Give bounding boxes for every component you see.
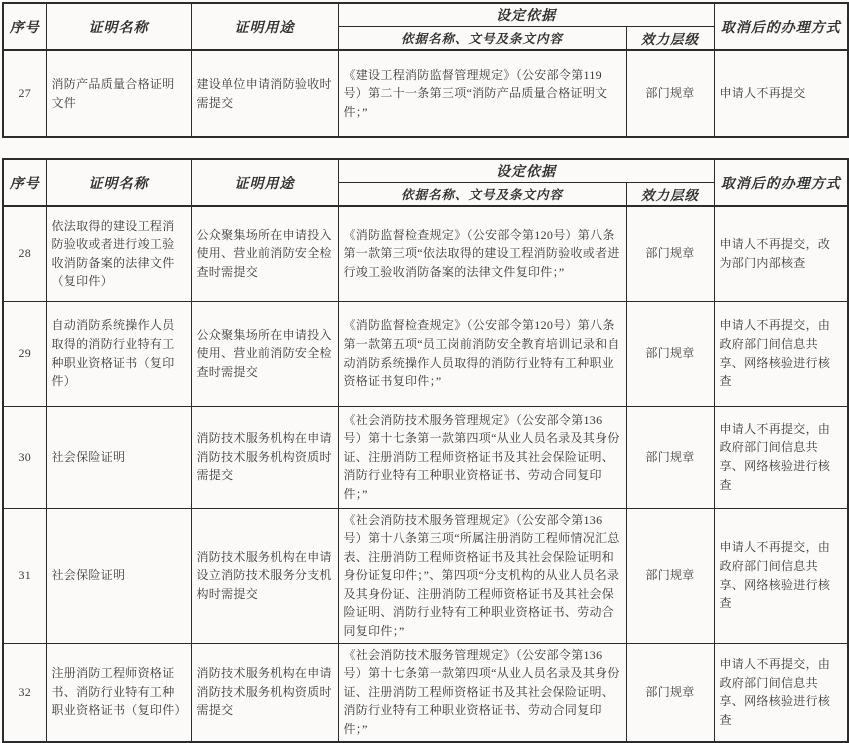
cell-serial-number: 28 — [3, 206, 46, 301]
cell-handling-method: 申请人不再提交，由政府部门间信息共享、网络核验进行核查 — [714, 643, 848, 741]
cell-certificate-name: 注册消防工程师资格证书、消防行业特有工种职业资格证书（复印件） — [46, 643, 191, 741]
cell-certificate-purpose: 建设单位申请消防验收时需提交 — [191, 50, 338, 137]
cancelled-certificates-table-2 — [2, 158, 849, 743]
cell-serial-number: 31 — [3, 508, 46, 643]
header-certificate-name: 证明名称 — [46, 159, 191, 206]
cell-basis-detail: 《社会消防技术服务管理规定》（公安部令第136号）第十七条第一款第四项“从业人员名录及其身份证、注册消防工程师资格证书及其社会保险证明、消防行业特有工种职业资格证书、劳动合同复印件；” — [338, 406, 626, 508]
cell-certificate-purpose: 消防技术服务机构在申请消防技术服务机构资质时需提交 — [191, 643, 338, 741]
cell-handling-method: 申请人不再提交，改为部门内部核查 — [714, 206, 848, 301]
cell-serial-number: 30 — [3, 406, 46, 508]
cell-effectiveness-level: 部门规章 — [626, 406, 714, 508]
header-row-main — [3, 3, 848, 27]
cell-serial-number: 29 — [3, 301, 46, 406]
header-serial-number: 序号 — [3, 159, 46, 206]
cell-basis-detail: 《建设工程消防监督管理规定》（公安部令第119号）第二十一条第三项“消防产品质量合格证明文件；” — [338, 50, 626, 137]
cancelled-certificates-table-1 — [2, 2, 849, 138]
cell-handling-method: 申请人不再提交，由政府部门间信息共享、网络核验进行核查 — [714, 508, 848, 643]
cell-certificate-name: 依法取得的建设工程消防验收或者进行竣工验收消防备案的法律文件（复印件） — [46, 206, 191, 301]
table-row — [3, 508, 848, 643]
cell-effectiveness-level: 部门规章 — [626, 643, 714, 741]
header-serial-number: 序号 — [3, 3, 46, 50]
cell-basis-detail: 《消防监督检查规定》（公安部令第120号）第八条第一款第三项“依法取得的建设工程消防验收或者进行竣工验收消防备案的法律文件复印件；” — [338, 206, 626, 301]
cell-effectiveness-level: 部门规章 — [626, 50, 714, 137]
table-row — [3, 301, 848, 406]
header-effectiveness-level: 效力层级 — [626, 183, 714, 207]
table-row — [3, 643, 848, 741]
table-header — [3, 159, 848, 206]
header-certificate-purpose: 证明用途 — [191, 159, 338, 206]
table-body — [3, 50, 848, 137]
header-basis-detail: 依据名称、文号及条文内容 — [338, 27, 626, 51]
cell-basis-detail: 《消防监督检查规定》（公安部令第120号）第八条第一款第五项“员工岗前消防安全教育培训记录和自动消防系统操作人员取得的消防行业特有工种职业资格证书复印件；” — [338, 301, 626, 406]
table-row — [3, 50, 848, 137]
header-setting-basis-group: 设定依据 — [338, 159, 714, 183]
cell-effectiveness-level: 部门规章 — [626, 508, 714, 643]
cell-basis-detail: 《社会消防技术服务管理规定》（公安部令第136号）第十七条第一款第四项“从业人员名录及其身份证、注册消防工程师资格证书及其社会保险证明、消防行业特有工种职业资格证书、劳动合同复印件；” — [338, 643, 626, 741]
cell-effectiveness-level: 部门规章 — [626, 301, 714, 406]
cell-effectiveness-level: 部门规章 — [626, 206, 714, 301]
cell-certificate-purpose: 公众聚集场所在申请投入使用、营业前消防安全检查时需提交 — [191, 301, 338, 406]
cell-handling-method: 申请人不再提交，由政府部门间信息共享、网络核验进行核查 — [714, 406, 848, 508]
cell-certificate-name: 社会保险证明 — [46, 508, 191, 643]
header-certificate-purpose: 证明用途 — [191, 3, 338, 50]
header-row-main — [3, 159, 848, 183]
cell-certificate-purpose: 公众聚集场所在申请投入使用、营业前消防安全检查时需提交 — [191, 206, 338, 301]
cell-serial-number: 27 — [3, 50, 46, 137]
table-gap — [2, 138, 847, 158]
cell-certificate-name: 消防产品质量合格证明文件 — [46, 50, 191, 137]
cell-certificate-purpose: 消防技术服务机构在申请设立消防技术服务分支机构时需提交 — [191, 508, 338, 643]
header-setting-basis-group: 设定依据 — [338, 3, 714, 27]
header-basis-detail: 依据名称、文号及条文内容 — [338, 183, 626, 207]
cell-handling-method: 申请人不再提交，由政府部门间信息共享、网络核验进行核查 — [714, 301, 848, 406]
table-row — [3, 406, 848, 508]
cell-certificate-name: 社会保险证明 — [46, 406, 191, 508]
header-effectiveness-level: 效力层级 — [626, 27, 714, 51]
table-header — [3, 3, 848, 50]
cell-serial-number: 32 — [3, 643, 46, 741]
cell-handling-method: 申请人不再提交 — [714, 50, 848, 137]
header-handling-method: 取消后的办理方式 — [714, 3, 848, 50]
cell-certificate-purpose: 消防技术服务机构在申请消防技术服务机构资质时需提交 — [191, 406, 338, 508]
table-row — [3, 206, 848, 301]
table-body — [3, 206, 848, 742]
cell-certificate-name: 自动消防系统操作人员取得的消防行业特有工种职业资格证书（复印件） — [46, 301, 191, 406]
header-handling-method: 取消后的办理方式 — [714, 159, 848, 206]
cell-basis-detail: 《社会消防技术服务管理规定》（公安部令第136号）第十八条第三项“所属注册消防工程师情况汇总表、注册消防工程师资格证书及其社会保险证明和身份证复印件；”、第四项“分支机构的从业人员名录及其身份证、注册消防工程师资格证书及其社会保险证明、消防行业特有工种职业资格证书、劳动合同复印件；” — [338, 508, 626, 643]
header-certificate-name: 证明名称 — [46, 3, 191, 50]
